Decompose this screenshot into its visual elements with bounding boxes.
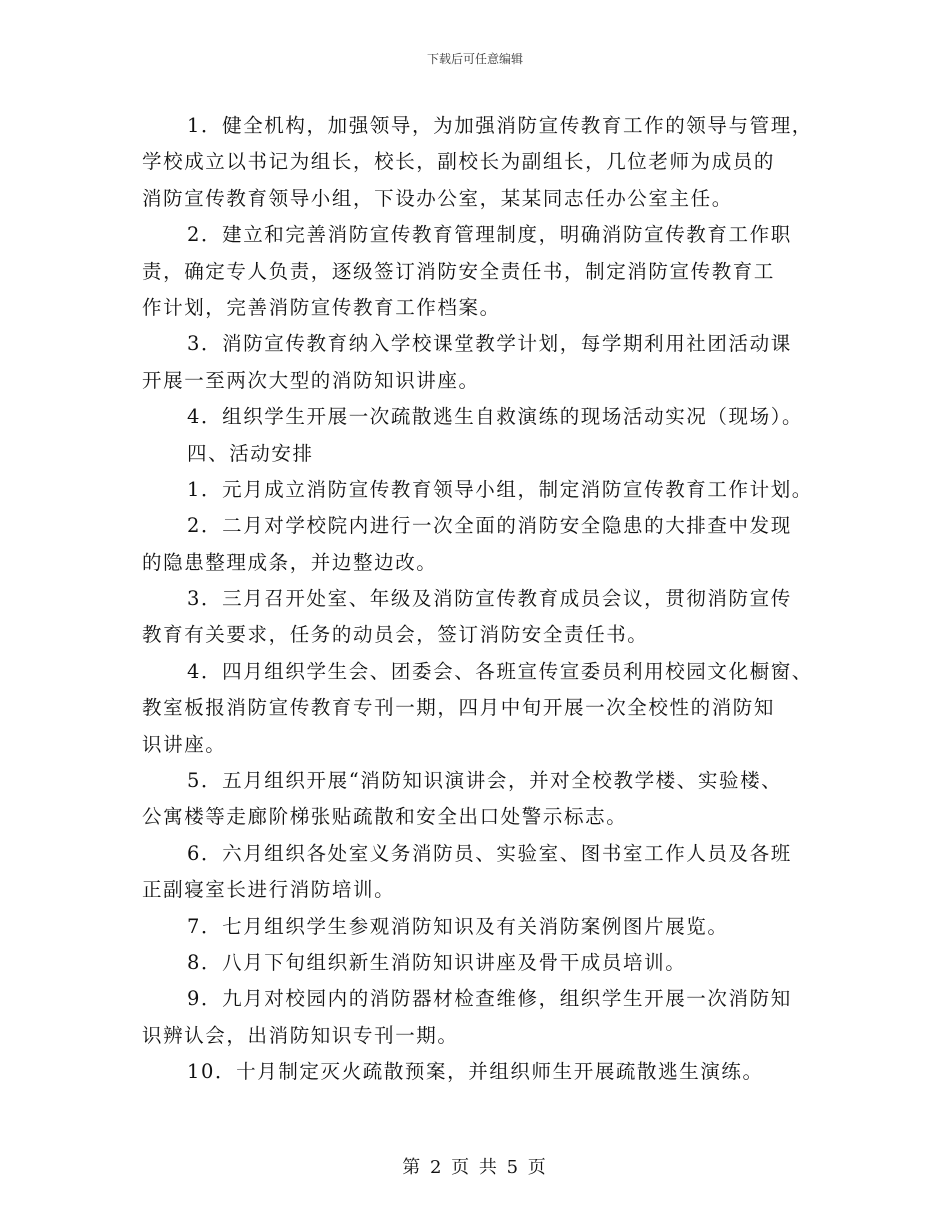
body-line: 2．二月对学校院内进行一次全面的消防安全隐患的大排查中发现 xyxy=(187,514,792,538)
body-line: 1．元月成立消防宣传教育领导小组，制定消防宣传教育工作计划。 xyxy=(187,477,813,501)
body-line: 7．七月组织学生参观消防知识及有关消防案例图片展览。 xyxy=(187,914,729,938)
body-line: 开展一至两次大型的消防知识讲座。 xyxy=(142,368,480,392)
body-line: 教室板报消防宣传教育专刊一期，四月中旬开展一次全校性的消防知 xyxy=(142,696,776,720)
body-line: 1．健全机构，加强领导，为加强消防宣传教育工作的领导与管理， xyxy=(187,114,813,137)
body-line: 5．五月组织开展“消防知识演讲会，并对全校教学楼、实验楼、 xyxy=(187,769,783,793)
body-line: 2．建立和完善消防宣传教育管理制度，明确消防宣传教育工作职 xyxy=(187,223,792,247)
document-body xyxy=(142,108,832,1091)
page-number: 第 2 页 共 5 页 xyxy=(402,1157,548,1178)
body-line: 8．八月下旬组织新生消防知识讲座及骨干成员培训。 xyxy=(187,950,687,974)
body-line: 识讲座。 xyxy=(142,732,227,756)
body-line: 3．三月召开处室、年级及消防宣传教育成员会议，贯彻消防宣传 xyxy=(187,587,792,611)
body-line: 10．十月制定灭火疏散预案，并组织师生开展疏散逃生演练。 xyxy=(187,1060,764,1084)
body-line: 正副寝室长进行消防培训。 xyxy=(142,878,396,902)
body-line: 作计划，完善消防宣传教育工作档案。 xyxy=(142,295,501,319)
body-line: 9．九月对校园内的消防器材检查维修，组织学生开展一次消防知 xyxy=(187,987,792,1011)
body-line: 的隐患整理成条，并边整边改。 xyxy=(142,550,438,574)
body-line: 责，确定专人负责，逐级签订消防安全责任书，制定消防宣传教育工 xyxy=(142,259,776,283)
body-line: 识辨认会，出消防知识专刊一期。 xyxy=(142,1023,459,1047)
body-line: 4．四月组织学生会、团委会、各班宣传宣委员利用校园文化橱窗、 xyxy=(187,659,813,683)
page-header-note: 下载后可任意编辑 xyxy=(426,52,523,66)
body-line: 教育有关要求，任务的动员会，签订消防安全责任书。 xyxy=(142,623,649,647)
body-line: 消防宣传教育领导小组，下设办公室，某某同志任办公室主任。 xyxy=(142,186,733,210)
body-line: 6．六月组织各处室义务消防员、实验室、图书室工作人员及各班 xyxy=(187,841,792,865)
section-heading: 四、活动安排 xyxy=(187,441,314,465)
body-line: 公寓楼等走廊阶梯张贴疏散和安全出口处警示标志。 xyxy=(142,805,628,829)
body-line: 4．组织学生开展一次疏散逃生自救演练的现场活动实况（现场）。 xyxy=(187,405,804,429)
body-line: 学校成立以书记为组长，校长，副校长为副组长，几位老师为成员的 xyxy=(142,150,776,174)
body-line: 3．消防宣传教育纳入学校课堂教学计划，每学期利用社团活动课 xyxy=(187,332,792,356)
